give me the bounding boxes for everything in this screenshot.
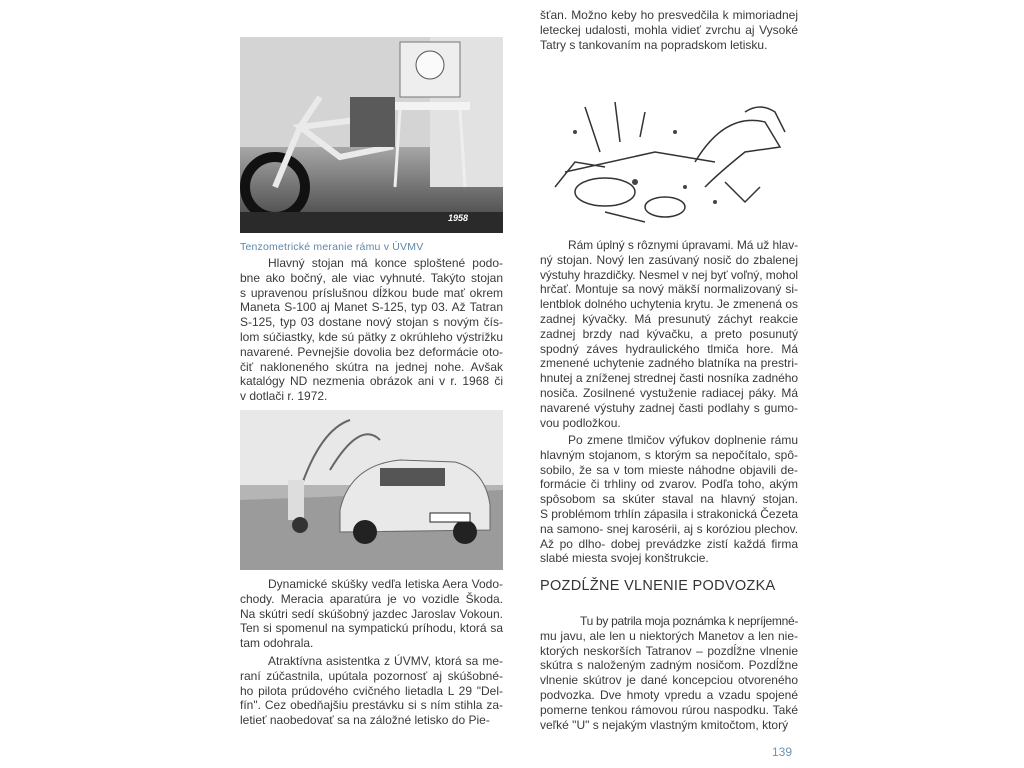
photo-date-stamp: 1958 [448,213,469,223]
text-line: leteckej udalosti, mohla vidieť zvrchu aj Vysoké [540,22,798,37]
text-line: navarené výstuhy zadnej časti podlahy s gumo- [540,400,798,415]
text-line: spôsobom sa skúter staval na hlavný stojan. [540,492,798,507]
text-line: raní zúčastnila, upútala pozornosť aj skúšobné- [240,668,503,683]
text-line: formácie či trhliny od zvarov. Podľa toho, akým [540,477,798,492]
text-line: Na skútri sedí skúšobný jazdec Jaroslav Vokoun. [240,606,503,621]
right-column-para3 [540,614,798,732]
text-line: s upravenou príslušnou dĺžkou bude mať okrem [240,285,503,300]
text-line: slabé miesta svojej konštrukcie. [540,551,709,566]
text-line: chody. Meracia aparatúra je vo vozidle Škoda. [240,591,503,606]
text-line: S problémom trhlín zápasila i strakonická Čezeta [540,506,798,521]
text-line: hnutej a zníženej strednej časti nosníka zadného [540,371,798,386]
text-line: bne ako bočný, ale viac vyhnuté. Takýto stojan [240,270,503,285]
text-line: na samono- snej karosérii, aj s koróziou plechov. [540,521,798,536]
text-line: spodný záves hydraulického tlmiča hore. Má [540,341,798,356]
photo-dynamic-test [240,410,503,570]
text-line: letieť naobedovať sa na záložné letisko do Pie- [240,713,490,728]
text-line: ho pilota prúdového cvičného lietadla L 29 "Del- [240,683,503,698]
text-line: Maneta S-100 aj Manet S-125, typ 03. Až Tatran [240,300,503,315]
text-line: ktorých neskorších Tatranov – pozdĺžne vlnenie [540,643,798,658]
text-line: mu javu, ale len u niektorých Manetov a len nie- [540,628,798,643]
text-line: čiť nakloneného skútra na jednej nohe. Avšak [240,359,503,374]
text-line: vlnenie skútrov je dané koncepciou otvoreného [540,673,798,688]
text-line: Dynamické skúšky vedľa letiska Aera Vodo- [268,577,503,591]
text-line: Rám úplný s rôznymi úpravami. Má už hlav- [568,238,798,252]
text-line: šťan. Možno keby ho presvedčila k mimoriadnej [540,8,798,22]
right-column-para0 [540,8,798,52]
right-column-para2 [540,433,798,566]
section-heading: POZDĹŽNE VLNENIE PODVOZKA [540,578,776,594]
text-line: lentblok dolného uchytenia krytu. Je zmenená os [540,297,798,312]
text-line: lom súčiastky, kde sú pätky z okrúhleho výstrižku [240,329,503,344]
text-line: Ten si spomenul na sympatickú príhodu, ktorá sa [240,621,503,636]
text-line: fín". Cez obedňajšiu prestávku si s ním stihla za- [240,698,503,713]
page-number: 139 [772,745,793,759]
text-line: hlavným stojanom, s ktorým sa nepočítalo, spô- [540,447,798,462]
text-line: S-125, typ 03 dostane nový stojan s novým čís- [240,315,503,330]
text-line: zadnej kývačky. Má presunutý záchyt reakcie [540,311,798,326]
text-line: vou podložkou. [540,415,621,430]
left-column-para2 [240,577,503,651]
left-column-para3 [240,654,503,728]
text-line: navarené. Pevnejšie dovolia bez deformácie oto- [240,344,503,359]
text-line: Po zmene tlmičov výfukov doplnenie rámu [568,433,798,447]
text-line: pomerne tenkou rámovou rúrou naspodku. Také [540,702,798,717]
text-line: katalógy ND nezmenia obrázok ani v r. 1968 či [240,374,503,389]
exploded-frame-diagram [545,92,793,228]
text-line: veľké "U" s nejakým vlastným kmitočtom, ktorý [540,717,789,732]
text-line: výstuhy hrazdičky. Nesmel v nej byť voľný, mohol [540,267,798,282]
photo-caption: Tenzometrické meranie rámu v ÚVMV [240,241,424,253]
text-line: Atraktívna asistentka z ÚVMV, ktorá sa me- [268,654,503,668]
text-line: podvozka. Dve hmoty vpredu a vzadu spojené [540,687,798,702]
text-line: ný stojan. Nový len zasúvaný nosič do zbalenej [540,252,798,267]
text-line: hrčať. Montuje sa nový mäkší normalizovaný si- [540,282,798,297]
text-line: sobilo, že sa v tom mieste náhodne objavili de- [540,462,798,477]
text-line: Tatry s tankovaním na popradskom letisku. [540,37,768,52]
text-line: Tu by patrila moja poznámka k nepríjemné- [580,614,799,628]
left-column-para1 [240,256,503,404]
text-line: nosiča. Zosilnené vystuženie radiacej páky. Má [540,385,798,400]
text-line: Hlavný stojan má konce sploštené podo- [268,256,503,270]
text-line: v dotlači r. 1972. [240,389,328,404]
text-line: zadnej brzdy nad kývačku, a preto posunutý [540,326,798,341]
text-line: Až po dlho- dobej prevádzke zistí každá firma [540,536,798,551]
text-line: zmenené uchytenie zadného blatníka na prestri- [540,356,798,371]
text-line: skútra s naloženým zadným nosičom. Pozdĺžne [540,658,798,673]
photo-frame-measurement [240,37,503,233]
right-column-para1 [540,238,798,430]
text-line: tam odohrala. [240,636,314,651]
